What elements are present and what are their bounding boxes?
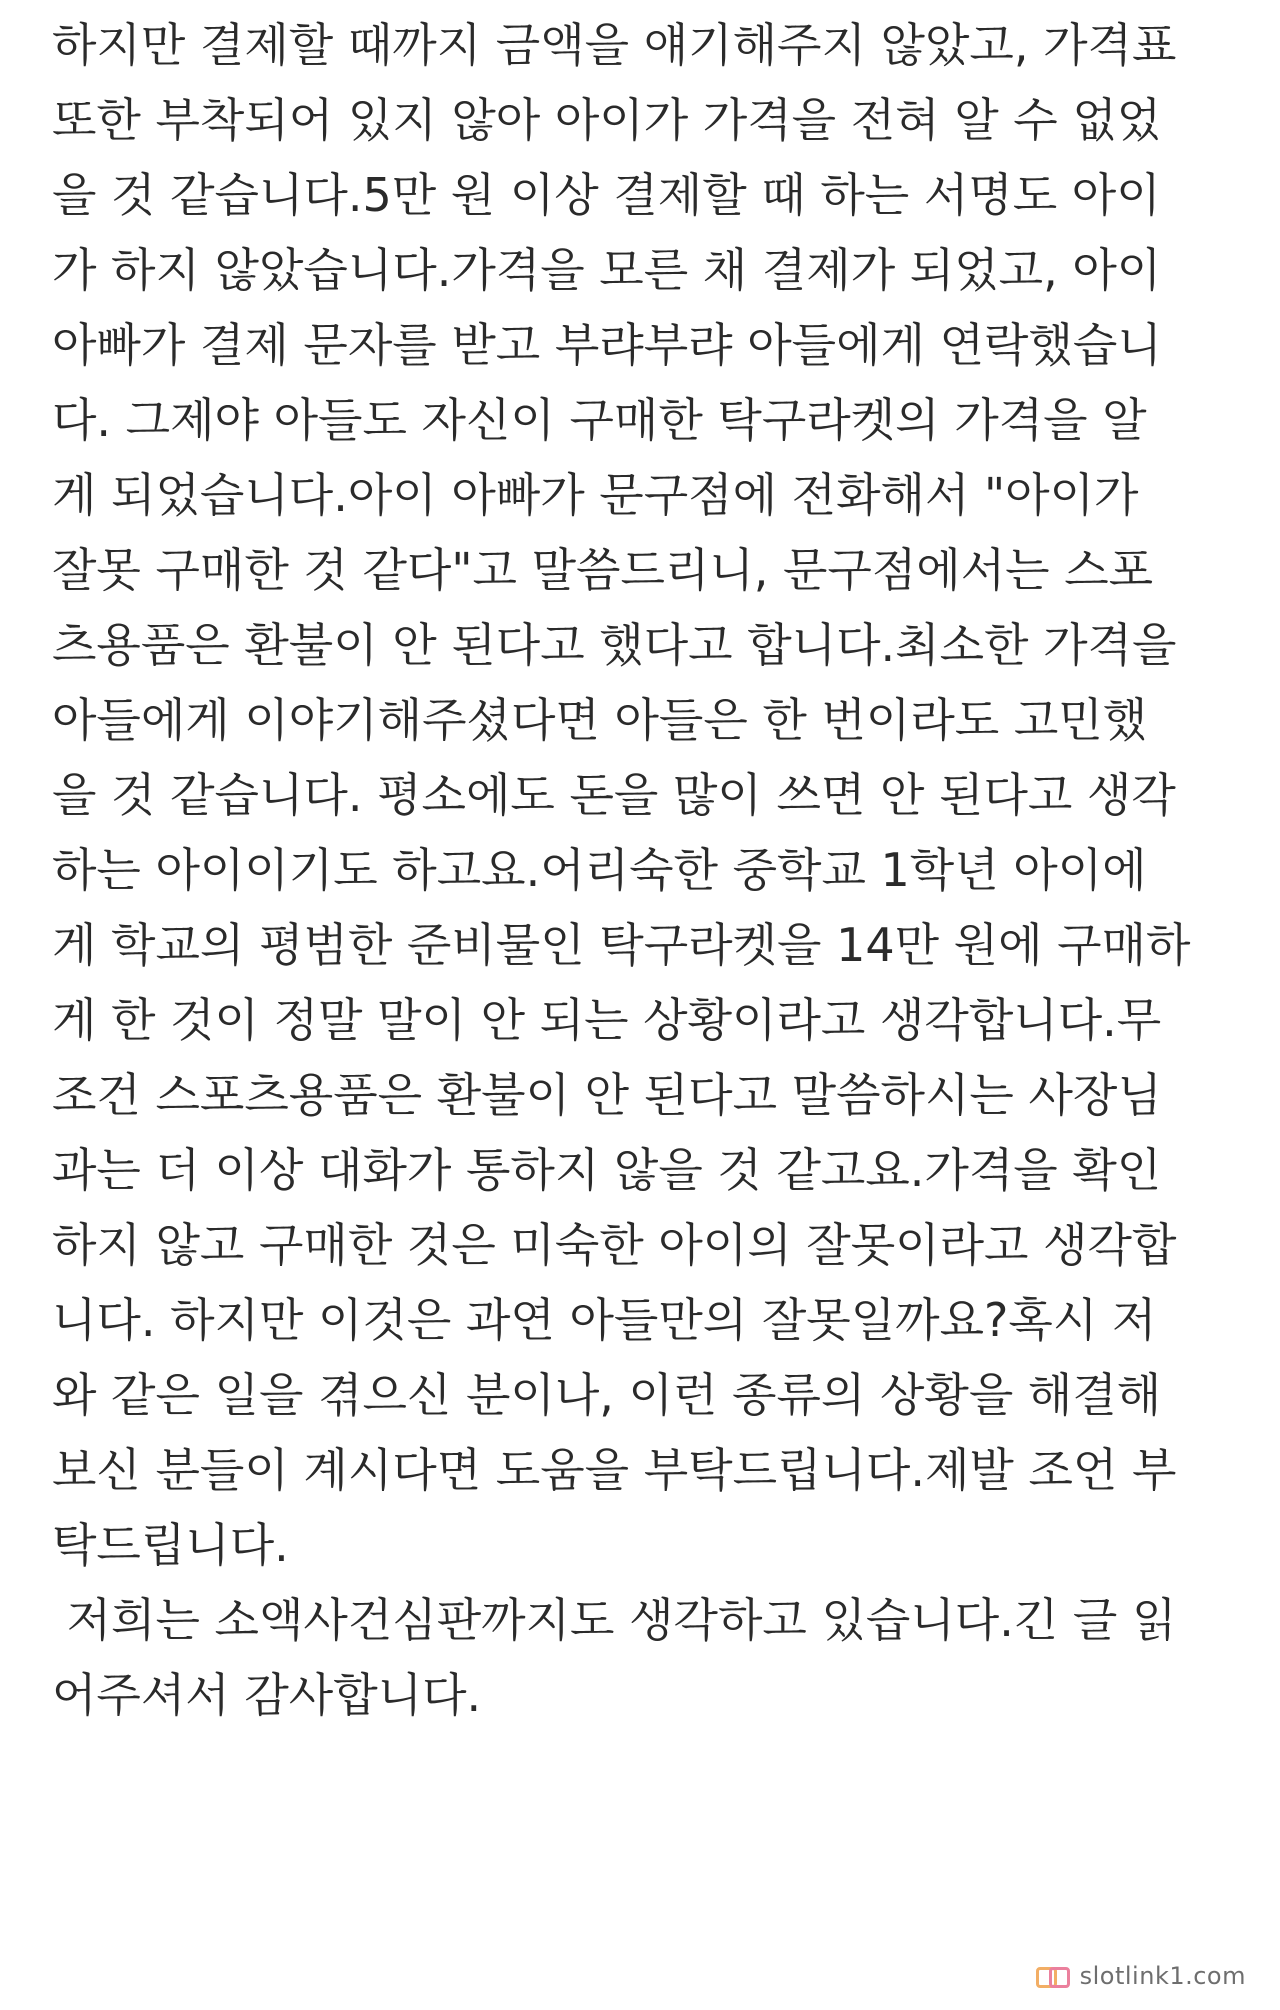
text-line: 보신 분들이 계시다면 도움을 부탁드립니다.제발 조언 부 (52, 1443, 1177, 1497)
text-line: 게 한 것이 정말 말이 안 되는 상황이라고 생각합니다.무 (52, 993, 1162, 1047)
text-line: 하지만 결제할 때까지 금액을 얘기해주지 않았고, 가격표 (52, 18, 1177, 72)
text-line: 과는 더 이상 대화가 통하지 않을 것 같고요.가격을 확인 (52, 1143, 1162, 1197)
text-line: 하지 않고 구매한 것은 미숙한 아이의 잘못이라고 생각합 (52, 1218, 1177, 1272)
text-line: 게 학교의 평범한 준비물인 탁구라켓을 14만 원에 구매하 (52, 918, 1191, 972)
text-line: 다. 그제야 아들도 자신이 구매한 탁구라켓의 가격을 알 (52, 393, 1147, 447)
text-line: 하는 아이이기도 하고요.어리숙한 중학교 1학년 아이에 (52, 843, 1147, 897)
link-logo-icon (1036, 1964, 1070, 1988)
watermark (1036, 1956, 1246, 1996)
text-line: 잘못 구매한 것 같다"고 말씀드리니, 문구점에서는 스포 (52, 543, 1154, 597)
text-line: 어주셔서 감사합니다. (52, 1668, 482, 1722)
text-line: 니다. 하지만 이것은 과연 아들만의 잘못일까요?혹시 저 (52, 1293, 1157, 1347)
text-line: 게 되었습니다.아이 아빠가 문구점에 전화해서 "아이가 (52, 468, 1139, 522)
text-line: 을 것 같습니다. 평소에도 돈을 많이 쓰면 안 된다고 생각 (52, 768, 1176, 822)
text-line: 탁드립니다. (52, 1518, 289, 1572)
text-line: 아빠가 결제 문자를 받고 부랴부랴 아들에게 연락했습니 (52, 318, 1162, 372)
text-line: 저희는 소액사건심판까지도 생각하고 있습니다.긴 글 읽 (52, 1593, 1177, 1647)
text-line: 아들에게 이야기해주셨다면 아들은 한 번이라도 고민했 (52, 693, 1148, 747)
text-line: 츠용품은 환불이 안 된다고 했다고 합니다.최소한 가격을 (52, 618, 1177, 672)
text-line: 조건 스포츠용품은 환불이 안 된다고 말씀하시는 사장님 (52, 1068, 1162, 1122)
text-line: 와 같은 일을 겪으신 분이나, 이런 종류의 상황을 해결해 (52, 1368, 1162, 1422)
article-body (52, 8, 1252, 1733)
text-line: 가 하지 않았습니다.가격을 모른 채 결제가 되었고, 아이 (52, 243, 1162, 297)
text-line: 을 것 같습니다.5만 원 이상 결제할 때 하는 서명도 아이 (52, 168, 1161, 222)
text-line: 또한 부착되어 있지 않아 아이가 가격을 전혀 알 수 없었 (52, 93, 1162, 147)
watermark-text: slotlink1.com (1079, 1962, 1246, 1990)
